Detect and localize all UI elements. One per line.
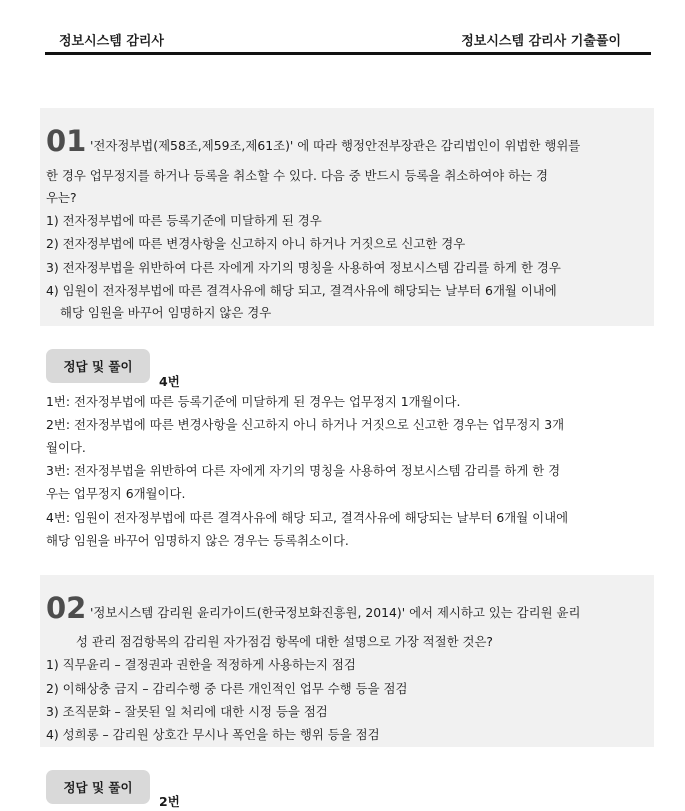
explanation-1-line-2: 2번: 전자정부법에 따른 변경사항을 신고하지 아니 하거나 거짓으로 신고한 경우는 업무정지 3개 [46, 417, 565, 432]
question-1-option-4-cont: 해당 임원을 바꾸어 임명하지 않은 경우 [60, 305, 272, 320]
question-number-1: 01 [46, 124, 87, 158]
explanation-1-line-5: 우는 업무정지 6개월이다. [46, 486, 186, 501]
question-1-option-4: 4) 임원이 전자정부법에 따른 결격사유에 해당 되고, 결격사유에 해당되는 날부터 6개월 이내에 [46, 283, 557, 298]
header-left-title: 정보시스템 감리사 [59, 34, 164, 49]
question-1-stem-line-3: 우는? [46, 190, 77, 205]
explanation-1-line-1: 1번: 전자정부법에 따른 등록기준에 미달하게 된 경우는 업무정지 1개월이다. [46, 394, 461, 409]
question-2-option-2: 2) 이해상충 금지 – 감리수행 중 다른 개인적인 업무 수행 등을 점검 [46, 681, 408, 696]
question-1-stem-line-2: 한 경우 업무정지를 하거나 등록을 취소할 수 있다. 다음 중 반드시 등록을 취소하여야 하는 경 [46, 168, 548, 183]
header-divider [45, 52, 651, 55]
header-right-title: 정보시스템 감리사 기출풀이 [461, 34, 621, 49]
answer-value-2: 2번 [159, 794, 180, 809]
answer-toggle-button-2[interactable]: 정답 및 풀이 [46, 770, 150, 804]
question-1-option-3: 3) 전자정부법을 위반하여 다른 자에게 자기의 명칭을 사용하여 정보시스템 감리를 하게 한 경우 [46, 260, 561, 275]
question-2-stem-line-1: '정보시스템 감리원 윤리가이드(한국정보화진흥원, 2014)' 에서 제시하고 있는 감리원 윤리 [90, 605, 581, 620]
question-1-option-2: 2) 전자정부법에 따른 변경사항을 신고하지 아니 하거나 거짓으로 신고한 경우 [46, 236, 466, 251]
explanation-1-line-4: 3번: 전자정부법을 위반하여 다른 자에게 자기의 명칭을 사용하여 정보시스템 감리를 하게 한 경 [46, 463, 561, 478]
page-header [45, 0, 651, 56]
answer-value-1: 4번 [159, 374, 180, 389]
answer-toggle-button-1[interactable]: 정답 및 풀이 [46, 349, 150, 383]
question-2-stem-line-2: 성 관리 점검항목의 감리원 자가점검 항목에 대한 설명으로 가장 적절한 것은? [76, 634, 494, 649]
question-2-option-3: 3) 조직문화 – 잘못된 일 처리에 대한 시정 등을 점검 [46, 704, 328, 719]
question-number-2: 02 [46, 591, 87, 625]
explanation-1-line-7: 해당 임원을 바꾸어 임명하지 않은 경우는 등록취소이다. [46, 533, 349, 548]
question-1-option-1: 1) 전자정부법에 따른 등록기준에 미달하게 된 경우 [46, 213, 322, 228]
question-2-option-4: 4) 성희롱 – 감리원 상호간 무시나 폭언을 하는 행위 등을 점검 [46, 727, 380, 742]
explanation-1-line-6: 4번: 임원이 전자정부법에 따른 결격사유에 해당 되고, 결격사유에 해당되는 날부터 6개월 이내에 [46, 510, 569, 525]
explanation-1-line-3: 월이다. [46, 440, 86, 455]
question-2-option-1: 1) 직무윤리 – 결정권과 권한을 적정하게 사용하는지 점검 [46, 657, 356, 672]
question-1-stem-line-1: '전자정부법(제58조,제59조,제61조)' 에 따라 행정안전부장관은 감리법인이 위법한 행위를 [90, 138, 581, 153]
